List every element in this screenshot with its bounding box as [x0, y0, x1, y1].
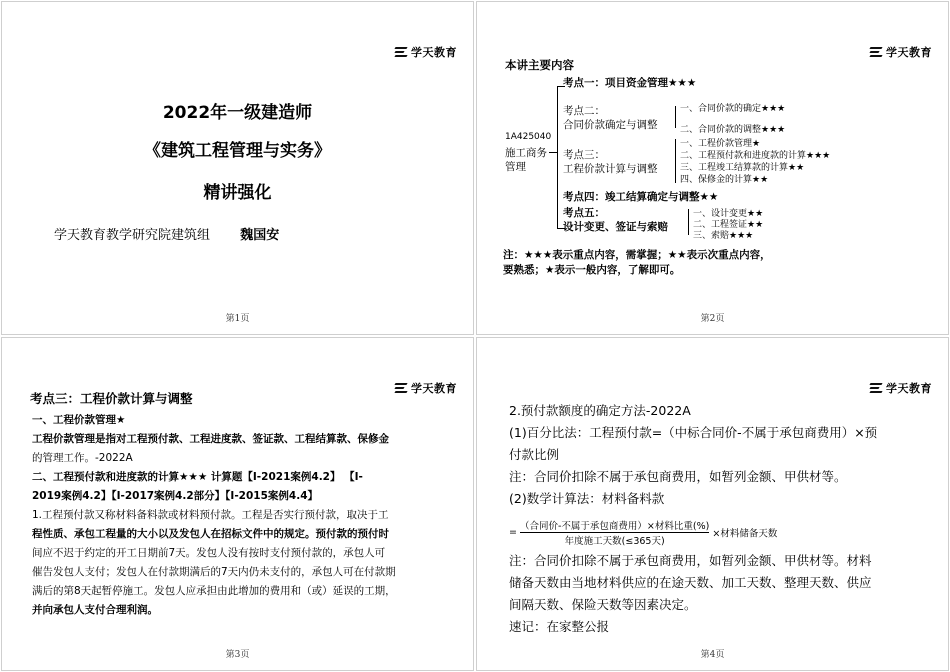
content-block-2	[509, 550, 872, 638]
line-note-2-b: 储备天数由当地材料供应的在途天数、加工天数、整理天数、供应	[509, 575, 872, 590]
line-method-heading: 2.预付款额度的确定方法-2022A	[509, 403, 691, 418]
page-number: 第3页	[225, 650, 250, 660]
author-org: 学天教育教学研究院建筑组	[54, 228, 211, 243]
line-math-method: (2)数学计算法：材料备料款	[509, 491, 665, 506]
topic-3-title: 工程价款计算与调整	[563, 163, 658, 175]
body-line-4: 催告发包人支付；发包人在付款期满后的7天内仍未支付的，承包人可在付款期	[32, 566, 396, 578]
section-2-line-1: 二、工程预付款和进度款的计算★★★ 计算题【Ⅰ-2021案例4.2】 【Ⅰ-	[32, 471, 363, 483]
page-number: 第2页	[700, 314, 725, 324]
section-1-line-1: 工程价款管理是指对工程预付款、工程进度款、签证款、工程结算款、保修金	[32, 433, 389, 445]
brand-logo-icon	[395, 47, 408, 57]
title-line-3: 精讲强化	[203, 183, 272, 203]
topic-5-sub-3: 三、索赔★★★	[693, 231, 754, 241]
section-2-line-2: 2019案例4.2】【Ⅰ-2017案例4.2部分】【Ⅰ-2015案例4.4】	[32, 490, 319, 502]
line-note-2-c: 间隔天数、保险天数等因素决定。	[509, 597, 697, 612]
slide-page-4	[476, 337, 949, 671]
topic-5-sub-2: 二、工程签证★★	[693, 220, 764, 230]
topic-5-sub-1: 一、设计变更★★	[693, 209, 764, 219]
slide-page-3	[1, 337, 474, 671]
body-line-1: 1.工程预付款又称材料备料款或材料预付款。工程是否实行预付款，取决于工	[32, 509, 389, 521]
body-line-3: 间应不迟于约定的开工日期前7天。发包人没有按时支付预付款的，承包人可	[32, 547, 386, 559]
section-2-heading	[32, 468, 363, 506]
page-number: 第4页	[700, 650, 725, 660]
section-1-body	[32, 430, 389, 468]
topic-4: 考点四：竣工结算确定与调整★★	[563, 191, 719, 203]
formula	[509, 518, 777, 547]
brand-logo	[395, 380, 457, 396]
brand-logo-icon	[870, 383, 883, 393]
root-code: 1A425040	[505, 132, 552, 142]
body-line-5: 满后的第8天起暂停施工。发包人应承担由此增加的费用和（或）延误的工期，	[32, 585, 396, 597]
topic-2-title: 合同价款确定与调整	[563, 119, 658, 131]
formula-denominator: 年度施工天数(≤365天)	[564, 536, 665, 547]
author-line	[54, 224, 279, 243]
topic-2-sub-1: 一、合同价款的确定★★★	[680, 104, 786, 114]
brand-name: 学天教育	[411, 382, 457, 395]
main-brace	[557, 86, 558, 228]
formula-equals: =	[509, 527, 517, 538]
page-heading: 考点三：工程价款计算与调整	[30, 391, 193, 406]
legend-note-1: 注：★★★表示重点内容，需掌握；★★表示次重点内容，	[503, 249, 771, 261]
brand-name: 学天教育	[886, 382, 932, 395]
line-percentage-cont: 付款比例	[509, 447, 560, 462]
slide-page-2	[476, 1, 949, 335]
title-line-1: 2022年一级建造师	[162, 103, 313, 123]
page-heading: 本讲主要内容	[505, 58, 574, 72]
body-line-2: 程性质、承包工程量的大小以及发包人在招标文件中的规定。预付款的预付时	[32, 528, 389, 540]
line-note-1: 注：合同价扣除不属于承包商费用，如暂列金额、甲供材等。	[509, 469, 847, 484]
line-mnemonic: 速记：在家整公报	[509, 619, 610, 634]
topic-2-sub-2: 二、合同价款的调整★★★	[680, 125, 786, 135]
section-1-line-2: 的管理工作。-2022A	[32, 452, 133, 464]
title-line-2: 《建筑工程管理与实务》	[144, 141, 331, 161]
brand-logo-icon	[870, 47, 883, 57]
topic-3-sub-1: 一、工程价款管理★	[680, 139, 761, 149]
content-block-1	[509, 400, 877, 510]
topic-5-label: 考点五：	[563, 207, 605, 219]
body-line-6: 并向承包人支付合理利润。	[32, 604, 158, 616]
formula-tail: ×材料储备天数	[712, 528, 778, 540]
topic-5-title: 设计变更、签证与索赔	[563, 221, 668, 233]
topic-2-label: 考点二：	[563, 105, 605, 117]
formula-numerator: （合同价-不属于承包商费用）×材料比重(%)	[520, 518, 709, 533]
topic-3-sub-2: 二、工程预付款和进度款的计算★★★	[680, 151, 831, 161]
section-2-body	[32, 506, 396, 620]
brand-logo	[870, 44, 932, 60]
line-percentage-method: (1)百分比法：工程预付款=（中标合同价-不属于承包商费用）×预	[509, 425, 878, 440]
slide-page-1	[1, 1, 474, 335]
line-note-2-a: 注：合同价扣除不属于承包商费用，如暂列金额、甲供材等。材料	[509, 553, 872, 568]
page-number: 第1页	[225, 314, 250, 324]
topic-1: 考点一：项目资金管理★★★	[563, 77, 697, 89]
topic-3-sub-3: 三、工程竣工结算款的计算★★	[680, 163, 805, 173]
brand-name: 学天教育	[411, 46, 457, 59]
section-1-heading: 一、工程价款管理★	[32, 414, 126, 426]
topic-3-label: 考点三：	[563, 149, 605, 161]
brand-logo	[395, 44, 457, 60]
root-line-3: 管理	[505, 161, 526, 173]
brand-name: 学天教育	[886, 46, 932, 59]
root-line-2: 施工商务	[505, 147, 547, 159]
topic-3-sub-4: 四、保修金的计算★★	[680, 175, 769, 185]
legend-note-2: 要熟悉；★表示一般内容，了解即可。	[503, 264, 681, 276]
brand-logo	[870, 380, 932, 396]
brand-logo-icon	[395, 383, 408, 393]
author-name: 魏国安	[240, 228, 280, 243]
